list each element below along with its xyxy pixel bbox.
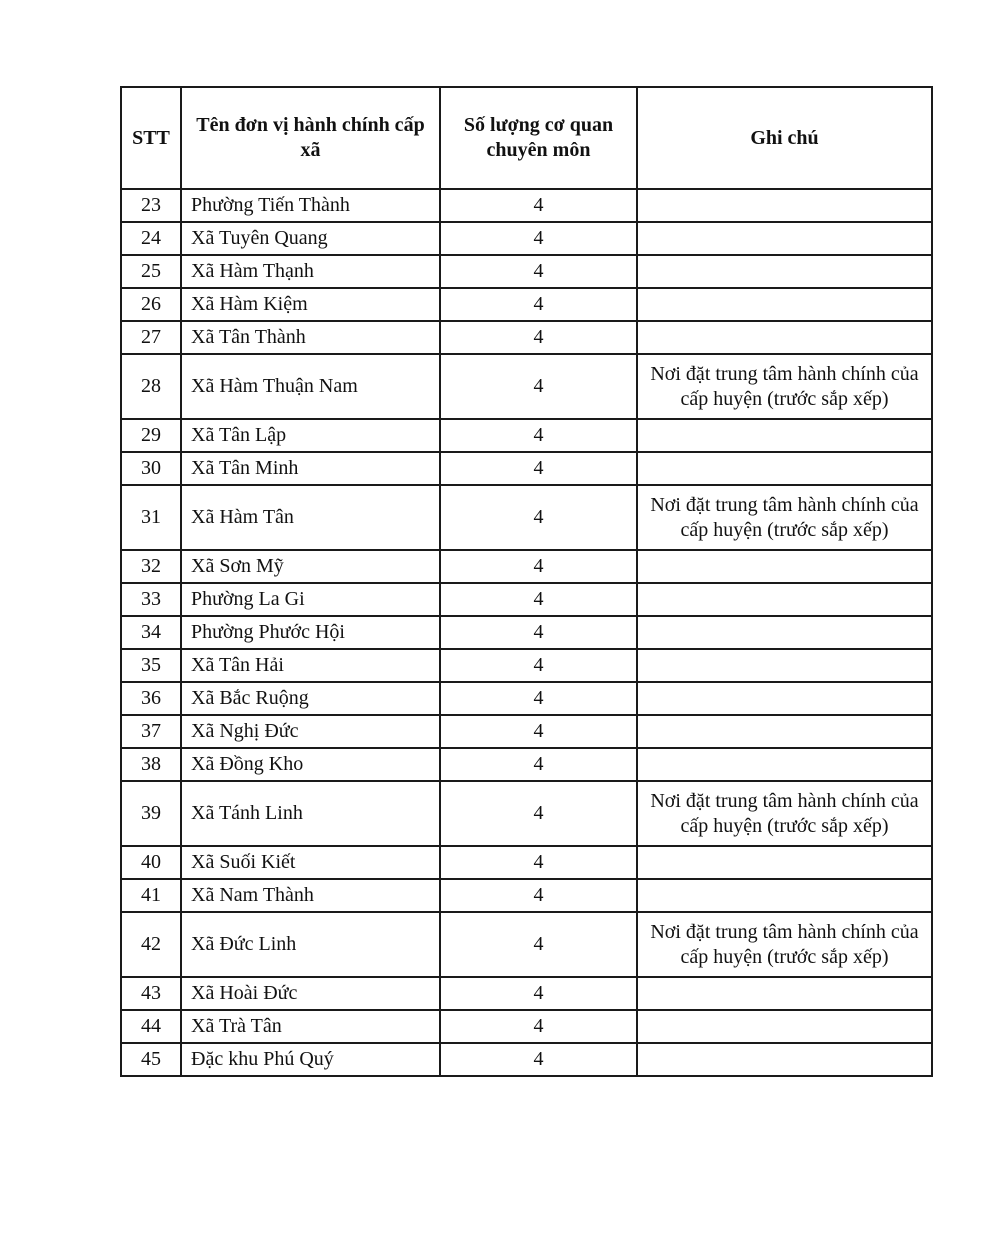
cell-note <box>637 649 932 682</box>
cell-note <box>637 846 932 879</box>
cell-stt: 37 <box>121 715 181 748</box>
cell-note <box>637 1010 932 1043</box>
cell-agency-count: 4 <box>440 1043 637 1076</box>
cell-agency-count: 4 <box>440 452 637 485</box>
cell-note <box>637 583 932 616</box>
cell-note <box>637 748 932 781</box>
cell-stt: 29 <box>121 419 181 452</box>
cell-stt: 36 <box>121 682 181 715</box>
cell-agency-count: 4 <box>440 649 637 682</box>
table-body <box>121 189 932 1076</box>
cell-stt: 42 <box>121 912 181 977</box>
cell-agency-count: 4 <box>440 977 637 1010</box>
cell-agency-count: 4 <box>440 583 637 616</box>
cell-agency-count: 4 <box>440 550 637 583</box>
table-row <box>121 321 932 354</box>
cell-stt: 43 <box>121 977 181 1010</box>
cell-stt: 30 <box>121 452 181 485</box>
cell-unit-name: Phường Phước Hội <box>181 616 440 649</box>
table-row <box>121 846 932 879</box>
cell-agency-count: 4 <box>440 354 637 419</box>
cell-agency-count: 4 <box>440 255 637 288</box>
cell-note <box>637 189 932 222</box>
table-row <box>121 781 932 846</box>
table-row <box>121 550 932 583</box>
cell-stt: 34 <box>121 616 181 649</box>
cell-note <box>637 879 932 912</box>
header-note: Ghi chú <box>637 87 932 189</box>
cell-unit-name: Xã Hoài Đức <box>181 977 440 1010</box>
cell-note <box>637 419 932 452</box>
cell-stt: 26 <box>121 288 181 321</box>
cell-agency-count: 4 <box>440 321 637 354</box>
table-row <box>121 748 932 781</box>
cell-stt: 45 <box>121 1043 181 1076</box>
cell-unit-name: Xã Tánh Linh <box>181 781 440 846</box>
table-row <box>121 879 932 912</box>
table-row <box>121 977 932 1010</box>
table-row <box>121 715 932 748</box>
cell-unit-name: Xã Hàm Thuận Nam <box>181 354 440 419</box>
cell-stt: 28 <box>121 354 181 419</box>
cell-agency-count: 4 <box>440 781 637 846</box>
cell-note: Nơi đặt trung tâm hành chính của cấp huyện (trước sắp xếp) <box>637 485 932 550</box>
cell-unit-name: Xã Suối Kiết <box>181 846 440 879</box>
header-row <box>121 87 932 189</box>
table-row <box>121 288 932 321</box>
cell-agency-count: 4 <box>440 846 637 879</box>
cell-agency-count: 4 <box>440 485 637 550</box>
cell-unit-name: Xã Tân Lập <box>181 419 440 452</box>
cell-unit-name: Xã Tân Minh <box>181 452 440 485</box>
cell-unit-name: Xã Đức Linh <box>181 912 440 977</box>
cell-unit-name: Xã Đồng Kho <box>181 748 440 781</box>
table-row <box>121 222 932 255</box>
cell-stt: 25 <box>121 255 181 288</box>
cell-agency-count: 4 <box>440 879 637 912</box>
cell-note <box>637 616 932 649</box>
cell-agency-count: 4 <box>440 616 637 649</box>
cell-note <box>637 682 932 715</box>
cell-agency-count: 4 <box>440 682 637 715</box>
table-row <box>121 255 932 288</box>
cell-unit-name: Xã Bắc Ruộng <box>181 682 440 715</box>
cell-agency-count: 4 <box>440 1010 637 1043</box>
cell-note <box>637 550 932 583</box>
cell-agency-count: 4 <box>440 189 637 222</box>
header-unit-name: Tên đơn vị hành chính cấp xã <box>181 87 440 189</box>
cell-note: Nơi đặt trung tâm hành chính của cấp huyện (trước sắp xếp) <box>637 781 932 846</box>
cell-stt: 32 <box>121 550 181 583</box>
header-agency-count: Số lượng cơ quan chuyên môn <box>440 87 637 189</box>
cell-unit-name: Xã Tân Hải <box>181 649 440 682</box>
cell-unit-name: Xã Nam Thành <box>181 879 440 912</box>
cell-note <box>637 255 932 288</box>
cell-unit-name: Xã Sơn Mỹ <box>181 550 440 583</box>
table-row <box>121 616 932 649</box>
cell-note <box>637 977 932 1010</box>
cell-unit-name: Phường Tiến Thành <box>181 189 440 222</box>
table-row <box>121 419 932 452</box>
table-row <box>121 912 932 977</box>
cell-unit-name: Xã Trà Tân <box>181 1010 440 1043</box>
cell-agency-count: 4 <box>440 912 637 977</box>
cell-note <box>637 1043 932 1076</box>
cell-note <box>637 452 932 485</box>
header-stt: STT <box>121 87 181 189</box>
cell-unit-name: Xã Nghị Đức <box>181 715 440 748</box>
cell-agency-count: 4 <box>440 419 637 452</box>
table-row <box>121 354 932 419</box>
table-header <box>121 87 932 189</box>
cell-stt: 35 <box>121 649 181 682</box>
cell-stt: 23 <box>121 189 181 222</box>
cell-agency-count: 4 <box>440 748 637 781</box>
cell-stt: 33 <box>121 583 181 616</box>
cell-stt: 40 <box>121 846 181 879</box>
cell-unit-name: Phường La Gi <box>181 583 440 616</box>
cell-unit-name: Đặc khu Phú Quý <box>181 1043 440 1076</box>
cell-stt: 39 <box>121 781 181 846</box>
cell-stt: 24 <box>121 222 181 255</box>
cell-note <box>637 288 932 321</box>
table-row <box>121 583 932 616</box>
cell-stt: 38 <box>121 748 181 781</box>
cell-unit-name: Xã Hàm Tân <box>181 485 440 550</box>
administrative-units-table <box>120 86 933 1077</box>
table-row <box>121 649 932 682</box>
cell-stt: 44 <box>121 1010 181 1043</box>
table-row <box>121 682 932 715</box>
cell-stt: 31 <box>121 485 181 550</box>
cell-unit-name: Xã Tuyên Quang <box>181 222 440 255</box>
cell-note: Nơi đặt trung tâm hành chính của cấp huyện (trước sắp xếp) <box>637 912 932 977</box>
cell-agency-count: 4 <box>440 715 637 748</box>
cell-stt: 41 <box>121 879 181 912</box>
cell-unit-name: Xã Hàm Thạnh <box>181 255 440 288</box>
table-row <box>121 452 932 485</box>
cell-agency-count: 4 <box>440 288 637 321</box>
cell-agency-count: 4 <box>440 222 637 255</box>
cell-stt: 27 <box>121 321 181 354</box>
cell-note <box>637 321 932 354</box>
cell-note: Nơi đặt trung tâm hành chính của cấp huyện (trước sắp xếp) <box>637 354 932 419</box>
cell-note <box>637 222 932 255</box>
table-row <box>121 485 932 550</box>
table-row <box>121 189 932 222</box>
table-row <box>121 1010 932 1043</box>
table-row <box>121 1043 932 1076</box>
cell-unit-name: Xã Hàm Kiệm <box>181 288 440 321</box>
cell-note <box>637 715 932 748</box>
cell-unit-name: Xã Tân Thành <box>181 321 440 354</box>
